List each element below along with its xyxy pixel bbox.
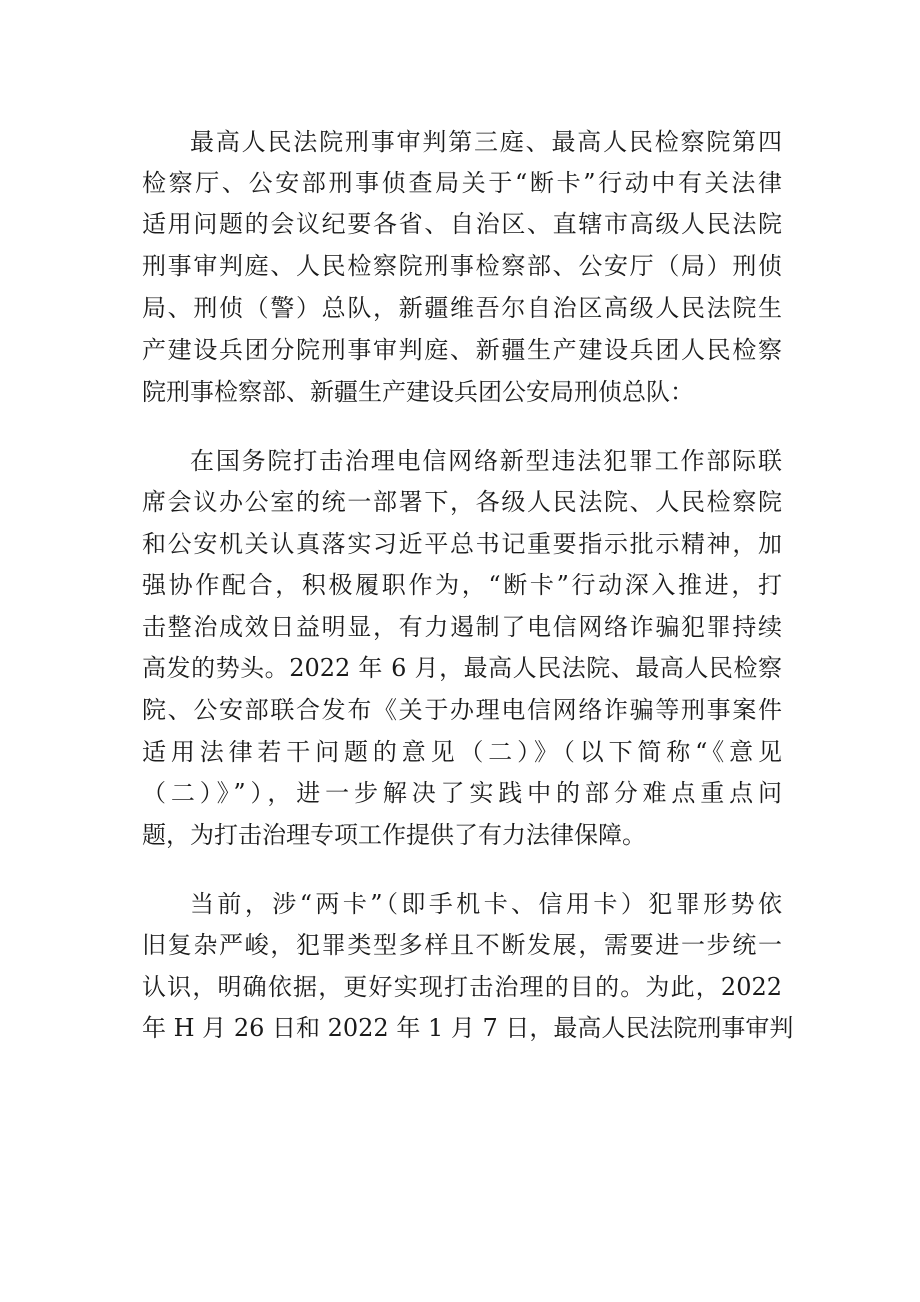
paragraph-2-line-6: 高发的势头。2022 年 6 月，最高人民法院、最高人民检察 bbox=[142, 654, 782, 682]
paragraph-1-line-6: 产建设兵团分院刑事审判庭、新疆生产建设兵团人民检察 bbox=[142, 336, 782, 364]
paragraph-2-line-5: 击整治成效日益明显，有力遏制了电信网络诈骗犯罪持续 bbox=[142, 613, 782, 641]
paragraph-3-line-4: 年 H 月 26 日和 2022 年 1 月 7 日，最高人民法院刑事审判 bbox=[142, 1014, 794, 1042]
paragraph-3-line-1: 当前，涉“两卡”（即手机卡、信用卡）犯罪形势依 bbox=[190, 890, 782, 918]
paragraph-2-line-1: 在国务院打击治理电信网络新型违法犯罪工作部际联 bbox=[190, 447, 782, 475]
paragraph-1-line-4: 刑事审判庭、人民检察院刑事检察部、公安厅（局）刑侦 bbox=[142, 252, 782, 280]
paragraph-1-line-2: 检察厅、公安部刑事侦查局关于“断卡”行动中有关法律 bbox=[142, 169, 782, 197]
paragraph-2-line-4: 强协作配合，积极履职作为，“断卡”行动深入推进，打 bbox=[142, 571, 782, 599]
paragraph-2-line-10: 题，为打击治理专项工作提供了有力法律保障。 bbox=[142, 821, 646, 849]
paragraph-1-line-7: 院刑事检察部、新疆生产建设兵团公安局刑侦总队： bbox=[142, 378, 694, 406]
paragraph-1-line-1: 最高人民法院刑事审判第三庭、最高人民检察院第四 bbox=[190, 128, 782, 156]
paragraph-1-line-3: 适用问题的会议纪要各省、自治区、直辖市高级人民法院 bbox=[142, 210, 782, 238]
paragraph-2-line-2: 席会议办公室的统一部署下，各级人民法院、人民检察院 bbox=[142, 488, 782, 516]
paragraph-2-line-8: 适用法律若干问题的意见（二）》（以下简称“《意见 bbox=[142, 738, 782, 766]
paragraph-2-line-7: 院、公安部联合发布《关于办理电信网络诈骗等刑事案件 bbox=[142, 696, 782, 724]
paragraph-2-line-9: （二）》”），进一步解决了实践中的部分难点重点问 bbox=[142, 779, 782, 807]
paragraph-1-line-5: 局、刑侦（警）总队，新疆维吾尔自治区高级人民法院生 bbox=[142, 294, 782, 322]
paragraph-3-line-3: 认识，明确依据，更好实现打击治理的目的。为此，2022 bbox=[142, 973, 782, 1001]
paragraph-2-line-3: 和公安机关认真落实习近平总书记重要指示批示精神，加 bbox=[142, 530, 782, 558]
paragraph-3-line-2: 旧复杂严峻，犯罪类型多样且不断发展，需要进一步统一 bbox=[142, 931, 782, 959]
